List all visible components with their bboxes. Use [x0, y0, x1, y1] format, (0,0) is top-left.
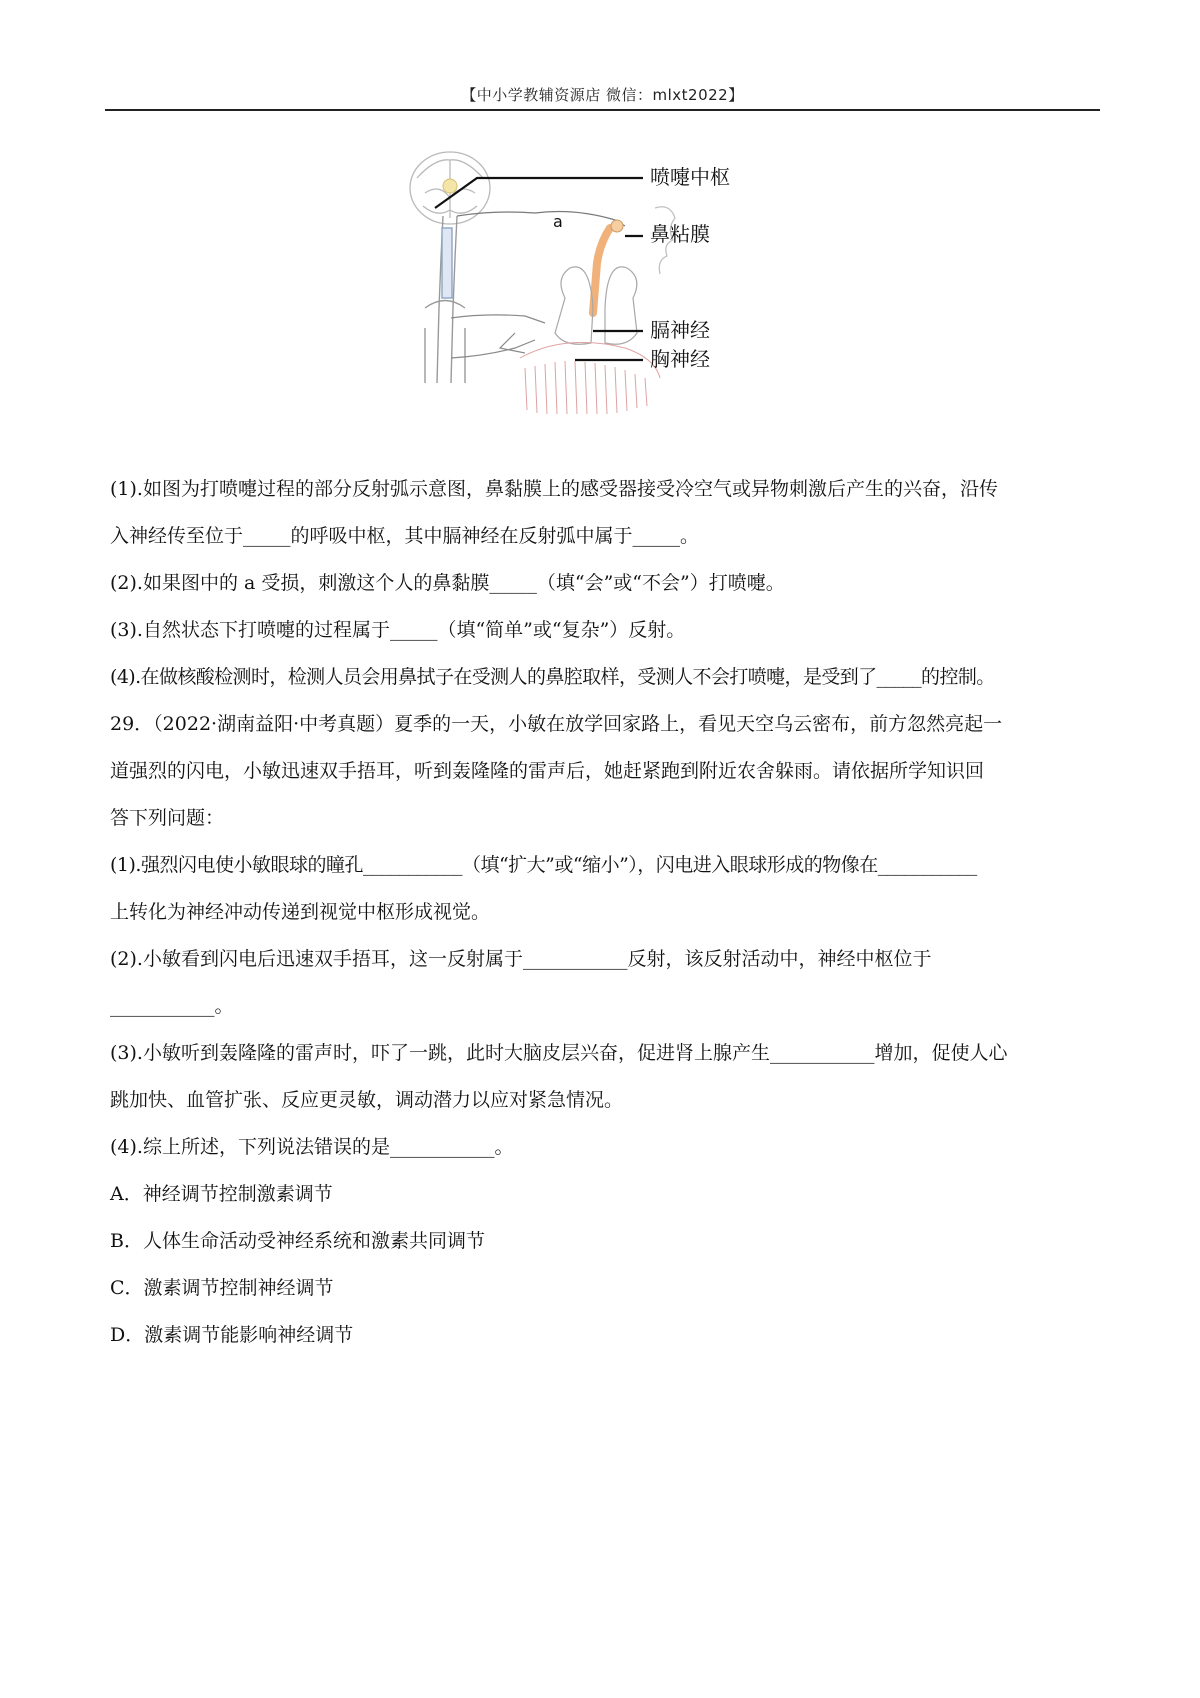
q28-part4: (4).在做核酸检测时，检测人员会用鼻拭子在受测人的鼻腔取样，受测人不会打喷嚏，是受到了_____的控制。 [110, 666, 995, 688]
q29-part2-line1: (2).小敏看到闪电后迅速双手捂耳，这一反射属于___________反射，该反射活动中，神经中枢位于 [110, 948, 932, 970]
q29-stem-line1: 29．（2022·湖南益阳·中考真题）夏季的一天，小敏在放学回家路上，看见天空乌云密布，前方忽然亮起一 [110, 713, 1003, 735]
sneeze-reflex-figure [405, 148, 825, 448]
trachea-drawing [593, 228, 610, 313]
question-content [110, 466, 1100, 1359]
label-point-a: a [553, 212, 563, 231]
option-b: B．人体生命活动受神经系统和激素共同调节 [110, 1230, 485, 1252]
q29-part1-line2: 上转化为神经冲动传递到视觉中枢形成视觉。 [110, 901, 491, 923]
option-c: C．激素调节控制神经调节 [110, 1277, 334, 1299]
label-sneeze-center: 喷嚏中枢 [650, 165, 730, 189]
q28-part2: (2).如果图中的 a 受损，刺激这个人的鼻黏膜_____（填“会”或“不会”）打喷嚏。 [110, 572, 785, 594]
q29-part4: (4).综上所述，下列说法错误的是___________。 [110, 1136, 514, 1158]
q29-part3-line2: 跳加快、血管扩张、反应更灵敏，调动潜力以应对紧急情况。 [110, 1089, 624, 1111]
diaphragm-drawing [520, 342, 660, 414]
q29-stem-line2: 道强烈的闪电，小敏迅速双手捂耳，听到轰隆隆的雷声后，她赶紧跑到附近农舍躲雨。请依据所学知识回 [110, 760, 985, 782]
q29-part3-line1: (3).小敏听到轰隆隆的雷声时，吓了一跳，此时大脑皮层兴奋，促进肾上腺产生___________增加，促使人心 [110, 1042, 1008, 1064]
q28-part1-line1: (1).如图为打喷嚏过程的部分反射弧示意图，鼻黏膜上的感受器接受冷空气或异物刺激后产生的兴奋，沿传 [110, 478, 998, 500]
header-divider [105, 109, 1100, 111]
label-phrenic-nerve: 膈神经 [650, 318, 710, 342]
q29-stem-line3: 答下列问题： [110, 807, 225, 829]
q29-part2-line2: ___________。 [110, 995, 234, 1017]
label-nasal-mucosa: 鼻粘膜 [650, 222, 710, 246]
label-thoracic-nerve: 胸神经 [650, 347, 710, 371]
q28-part1-line2: 入神经传至位于_____的呼吸中枢，其中膈神经在反射弧中属于_____。 [110, 525, 700, 547]
leader-lines [435, 178, 643, 360]
q28-part3: (3).自然状态下打喷嚏的过程属于_____（填“简单”或“复杂”）反射。 [110, 619, 686, 641]
reflex-arc-diagram [405, 148, 825, 448]
afferent-nerve-a [457, 212, 625, 226]
q29-part1-line1: (1).强烈闪电使小敏眼球的瞳孔___________（填“扩大”或“缩小”），闪电进入眼球形成的物像在___________ [110, 854, 977, 876]
page-header: 【中小学教辅资源店 微信：mlxt2022】 [461, 86, 744, 104]
option-a: A．神经调节控制激素调节 [110, 1183, 333, 1205]
option-d: D．激素调节能影响神经调节 [110, 1324, 354, 1346]
